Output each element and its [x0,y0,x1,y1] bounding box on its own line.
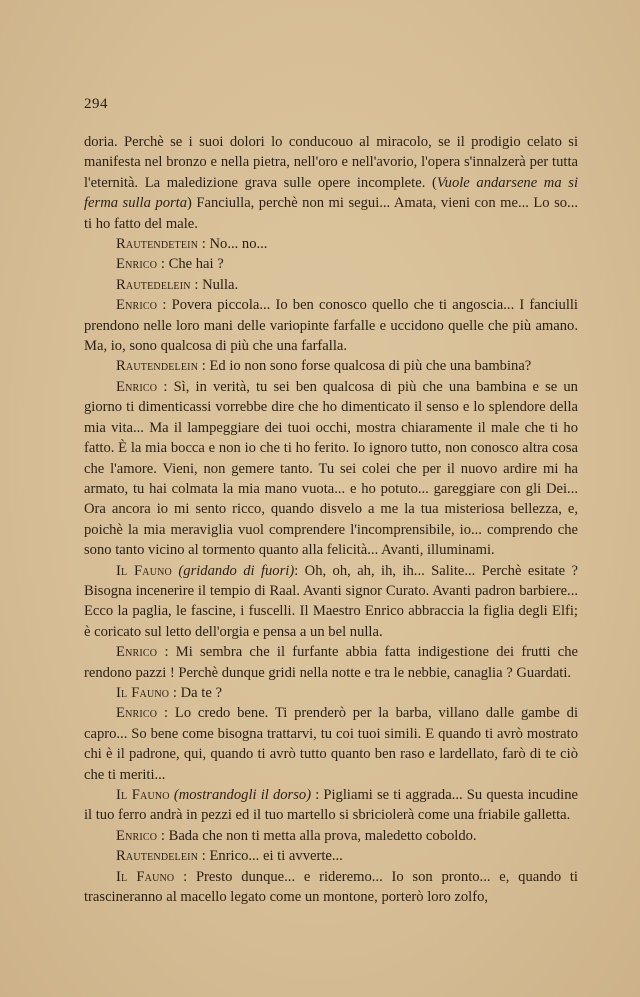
line-text: No... no... [209,236,268,253]
line-text: Bada che non ti metta alla prova, maledetto coboldo. [168,827,477,844]
dialogue-line [84,703,578,785]
stage-direction: (gridando di fuori) [178,562,295,579]
line-text: Sì, in verità, tu sei ben qualcosa di più che una bambina e se un giorno ti dimenticassi vorrebbe dire che ho dimenticato il senso e lo splendore della mia vita... Ma il lampeggiare dei tuoi occhi, mostra chiaramente il male che ti ho fatto. È la mia bocca e non io che ti ho ferito. Io ignoro tutto, non conosco altra cosa che l'amore. Vieni, non gemere tanto. Tu sei colei che per il nuovo ardire mi ha armato, tu hai colmata la mia mano vuota... e ho potuto... gareggiare con gli Dei... Ora ancora io mi sento ricco, quando disvelo a me la tua misteriosa bellezza, e, poichè la mia meraviglia vuol comprendere l'incomprensibile, io... comprendo che sono tanto vicino al tormento quanto alla felicità... Avanti, illuminami. [84,378,578,559]
speaker-name: Rautendelein [116,848,199,865]
line-text: Ed io non sono forse qualcosa di più che una bambina? [209,358,532,375]
dialogue-line [84,785,578,826]
line-text: Nulla. [202,276,239,293]
dialogue-line [84,683,578,703]
speaker-separator: : [190,276,203,293]
speaker-separator: : [157,256,169,273]
speaker-separator: : [157,297,172,314]
speaker-separator: : [174,868,196,885]
line-text: doria. Perchè se i suoi dolori lo conducouo al miracolo, se il prodigio celato si manifesta nel bronzo e nella pietra, nell'oro e nell'avorio, l'opera s'innalzerà per tutta l'eternità. La maledizione grava sulle opere incomplete. ( [84,134,578,191]
speaker-separator: : [198,236,210,253]
speaker-separator: : [157,378,174,395]
dialogue-line [84,846,578,866]
stage-direction: Vuole andarsene ma si ferma sulla porta [84,174,578,212]
speaker-name: Rautendelein [116,358,199,375]
speaker-separator: : [157,644,176,661]
page-number: 294 [84,96,108,112]
dialogue-line [84,295,578,356]
speaker-separator: : [169,684,181,701]
speaker-name: Rautedelein [116,276,191,293]
speaker-separator: : [198,358,210,375]
speaker-name: Enrico [116,705,158,722]
line-text: Enrico... ei ti avverte... [209,848,343,865]
line-text: Presto dunque... e rideremo... Io son pronto... e, quando ti trascineranno al macello legato come un montone, porterò loro zolfo, [84,868,578,906]
line-text: Che hai ? [168,256,224,273]
prose-paragraph [84,132,578,234]
line-text: Mi sembra che il furfante abbia fatta indigestione dei frutti che rendono pazzi ! Perchè dunque gridi nella notte e tra le nebbie, canaglia ? Guardati. [84,644,578,681]
dialogue-line [84,356,578,376]
dialogue-line [84,275,578,295]
speaker-separator: : [157,705,175,722]
dialogue-line [84,561,578,643]
dialogue-line [84,377,578,561]
speaker-name: Il Fauno [116,787,170,803]
line-text: ) Fanciulla, perchè non mi segui... Amata, vieni con me... Lo so... ti ho fatto del male. [84,195,578,232]
dialogue-line [84,867,578,908]
dialogue-line [84,826,578,846]
speaker-name: Enrico [116,256,158,273]
speaker-name: Rautendetein [116,236,199,253]
dialogue-line [84,254,578,274]
line-text: Lo credo bene. Ti prenderò per la barba, villano dalle gambe di capro... So bene come bisogna trattarvi, tu coi tuoi simili. E quando ti avrò mostrato chi è il padrone, qui, quando ti avrò tutto quanto ben raso e lardellato, farò di te ciò che ti meriti... [84,705,578,783]
speaker-separator: : [157,827,169,844]
speaker-separator: : [198,848,210,865]
line-text: Povera piccola... Io ben conosco quello che ti angoscia... I fanciulli prendono nelle loro mani delle variopinte farfalle e uccidono quelle che più amano. Ma, io, sono qualcosa di più che una farfalla. [84,297,578,355]
speaker-name: Enrico [116,644,158,661]
dialogue-line [84,642,578,683]
body-text [84,132,578,907]
line-text: Da te ? [180,684,222,701]
dialogue-line [84,234,578,254]
speaker-name: Il Fauno [116,562,172,579]
speaker-name: Enrico [116,378,158,395]
line-text: : Oh, oh, ah, ih, ih... Salite... Perchè esitate ? Bisogna incenerire il tempio di Raal. Avanti signor Curato. Avanti padron barbiere... Ecco la paglia, le fascine, i fuscelli. Il Maestro Enrico abbraccia la figlia degli Elfi; è coricato sul letto dell'orgia e pensa a un bel nulla. [84,562,579,640]
speaker-name: Il Fauno [116,868,175,885]
speaker-name: Il Fauno [116,684,170,701]
speaker-name: Enrico [116,827,158,844]
speaker-name: Enrico [116,297,158,314]
stage-direction: (mostrandogli il dorso) [173,787,312,803]
line-text: : Pigliami se ti aggrada... Su questa incudine il tuo ferro andrà in pezzi ed il tuo martello si sbriciolerà come una friabile galletta. [84,787,579,824]
